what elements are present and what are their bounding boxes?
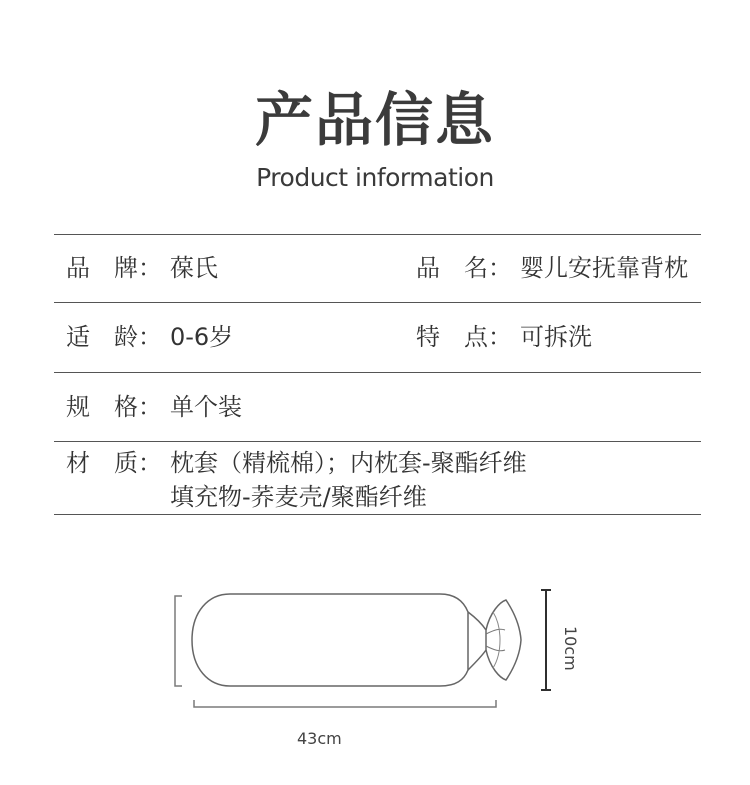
- spec-value: 单个装: [170, 393, 242, 421]
- age-label: 适 龄：: [66, 323, 162, 351]
- product-name-value: 婴儿安抚靠背枕: [520, 254, 688, 282]
- height-dimension-line: [541, 590, 551, 690]
- material-label: 材 质：: [66, 449, 162, 477]
- height-label: 10cm: [561, 626, 580, 671]
- brand-label: 品 牌：: [66, 254, 162, 282]
- width-label: 43cm: [297, 729, 342, 748]
- pillow-tie: [468, 612, 486, 670]
- left-bracket: [175, 596, 182, 686]
- width-dimension-line: [194, 700, 496, 707]
- material-value-line2: 填充物-荞麦壳/聚酯纤维: [170, 483, 427, 511]
- page-subtitle: Product information: [256, 163, 494, 192]
- brand-value: 葆氏: [170, 254, 218, 282]
- age-value: 0-6岁: [170, 323, 234, 351]
- page-title: 产品信息: [254, 86, 495, 154]
- material-value-line1: 枕套（精梳棉）；内枕套-聚酯纤维: [170, 449, 527, 477]
- pillow-fan: [486, 600, 521, 680]
- spec-label: 规 格：: [66, 393, 162, 421]
- pillow-body: [192, 594, 468, 686]
- feature-value: 可拆洗: [520, 323, 592, 351]
- feature-label: 特 点：: [416, 323, 512, 351]
- product-name-label: 品 名：: [416, 254, 512, 282]
